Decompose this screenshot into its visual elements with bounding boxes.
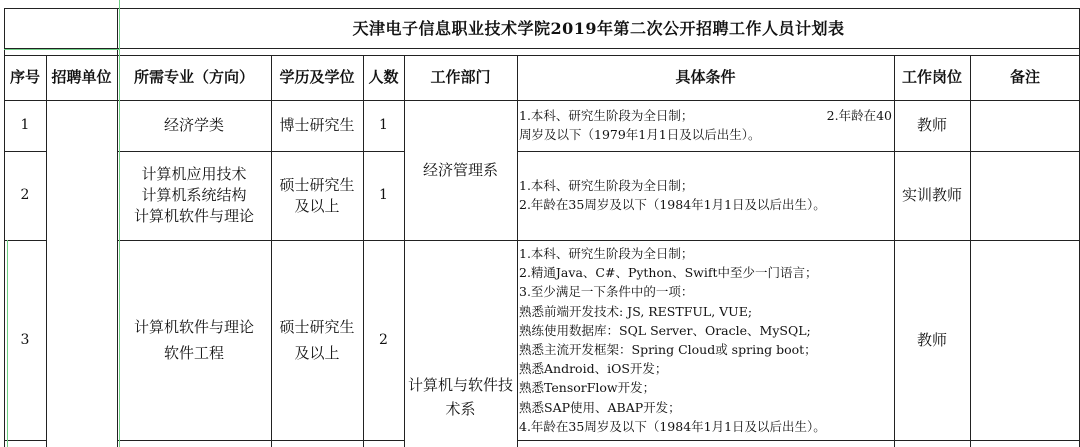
row3-condition-line: 熟悉Android、iOS开发；: [519, 361, 668, 377]
row3-conditions: [517, 240, 894, 440]
header-dept: 工作部门: [430, 68, 491, 86]
grid-line: [363, 55, 364, 447]
row3-condition-line: 熟练使用数据库：SQL Server、Oracle、MySQL;: [519, 322, 811, 338]
grid-line: [517, 440, 1080, 441]
grid-line: [4, 100, 1080, 101]
row3-count: 2: [379, 331, 388, 348]
row2-conditions: [517, 151, 894, 240]
grid-line: [271, 55, 272, 447]
row3-condition-line: 熟悉SAP使用、ABAP开发；: [519, 399, 681, 415]
row1-major: 经济学类: [163, 116, 224, 134]
grid-line: [117, 8, 118, 447]
row2-position: 实训教师: [901, 186, 962, 204]
grid-line: [404, 55, 405, 447]
row3-degree: [271, 240, 363, 440]
header-remarks: 备注: [1009, 68, 1040, 86]
row1-condition-line: 2.年龄在40: [826, 108, 892, 123]
row3-seq: 3: [20, 331, 30, 348]
header-count: 人数: [368, 68, 399, 86]
grid-line: [4, 440, 46, 441]
dept-computer-software-line: 计算机与软件技: [407, 376, 513, 394]
row1-seq: 1: [20, 117, 30, 133]
selection-guide: [7, 240, 8, 447]
row1-conditions: [517, 100, 894, 151]
row2-degree-line: 及以上: [294, 196, 340, 215]
row1-count: 1: [379, 117, 388, 133]
row2-condition-line: 2.年龄在35周岁及以下（1984年1月1日及以后出生）。: [519, 196, 826, 212]
grid-line: [4, 8, 5, 447]
row3-degree-line: 及以上: [294, 344, 340, 362]
row3-condition-line: 4.年龄在35周岁及以下（1984年1月1日及以后出生）。: [519, 418, 826, 434]
header-unit: 招聘单位: [51, 68, 112, 86]
dept-computer-software-line: 术系: [445, 400, 476, 418]
header-major: 所需专业（方向）: [133, 68, 254, 86]
row2-major-line: 计算机软件与理论: [133, 207, 254, 225]
selection-guide: [4, 49, 120, 50]
row1-condition-line: 1.本科、研究生阶段为全日制；: [519, 108, 694, 123]
grid-line: [46, 55, 47, 447]
grid-line: [117, 240, 1080, 241]
row2-degree: [271, 151, 363, 240]
header-seq: 序号: [9, 68, 40, 86]
grid-line: [117, 151, 404, 152]
selection-guide: [119, 0, 120, 447]
dept-computer-software: [404, 240, 517, 447]
grid-line: [894, 55, 895, 447]
grid-line: [517, 55, 518, 447]
grid-line: [117, 440, 404, 441]
row1-degree: 博士研究生: [279, 116, 355, 134]
row3-condition-line: 熟悉TensorFlow开发；: [519, 380, 656, 396]
grid-line: [970, 55, 971, 447]
row1-position: 教师: [916, 116, 947, 134]
header-degree: 学历及学位: [279, 68, 355, 86]
row2-major: [117, 151, 271, 240]
header-conditions: 具体条件: [675, 68, 736, 86]
row2-count: 1: [379, 187, 388, 203]
row3-condition-line: 熟悉前端开发技术: JS, RESTFUL, VUE;: [519, 303, 753, 319]
row2-major-line: 计算机应用技术: [141, 165, 247, 183]
row2-condition-line: 1.本科、研究生阶段为全日制；: [519, 178, 694, 193]
grid-line: [4, 48, 1080, 49]
grid-line: [4, 55, 1080, 56]
row3-major-line: 计算机软件与理论: [133, 318, 254, 336]
grid-line: [4, 8, 1080, 9]
dept-economics: 经济管理系: [422, 160, 498, 179]
row3-major: [117, 240, 271, 440]
row2-seq: 2: [20, 187, 30, 203]
row3-major-line: 软件工程: [163, 344, 224, 362]
row3-condition-line: 1.本科、研究生阶段为全日制；: [519, 246, 694, 261]
header-position: 工作岗位: [901, 68, 962, 86]
row3-position: 教师: [916, 330, 947, 349]
row1-condition-line: 周岁及以下（1979年1月1日及以后出生）。: [519, 126, 761, 142]
row3-condition-line: 2.精通Java、C#、Python、Swift中至少一门语言；: [519, 265, 818, 281]
row3-condition-line: 熟悉主流开发框架：Spring Cloud或 spring boot；: [519, 342, 817, 358]
grid-line: [517, 151, 1080, 152]
row2-degree-line: 硕士研究生: [279, 175, 355, 194]
sheet-title: 天津电子信息职业技术学院2019年第二次公开招聘工作人员计划表: [352, 18, 845, 38]
grid-line: [4, 240, 46, 241]
row3-degree-line: 硕士研究生: [279, 318, 355, 336]
row3-condition-line: 3.至少满足一下条件中的一项：: [519, 284, 694, 300]
grid-line: [4, 151, 46, 152]
row2-major-line: 计算机系统结构: [141, 186, 247, 204]
